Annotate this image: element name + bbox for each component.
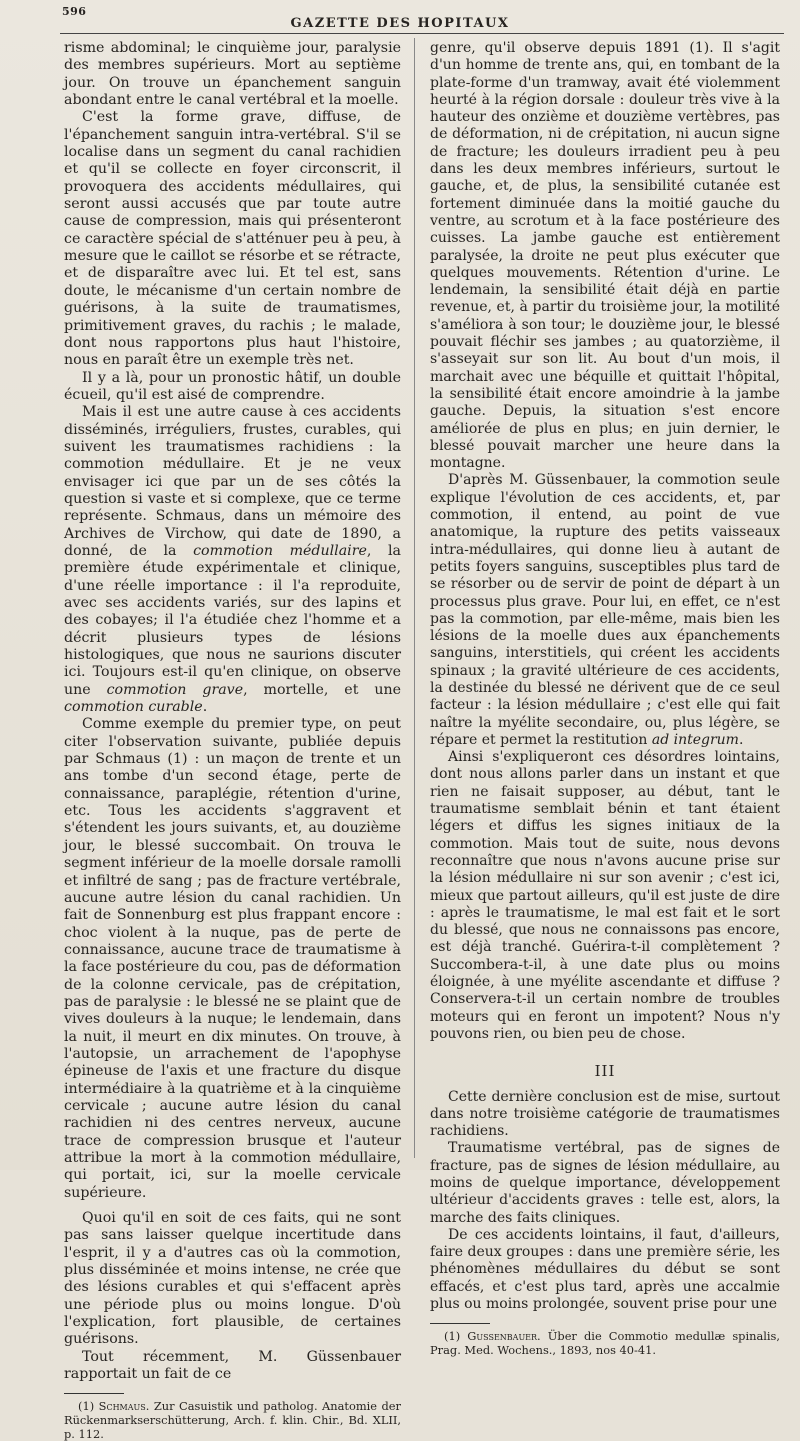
right-paragraph-6: De ces accidents lointains, il faut, d'ailleurs, faire deux groupes : dans une première série, les phénomènes médullaires du début se sont effacés, et c'est plus tard, après une accalmie plus ou moins prolongée, souvent prise pour une: [430, 1226, 780, 1313]
page-number: 596: [62, 5, 87, 18]
left-paragraph-4: [64, 404, 401, 716]
left-paragraph-7: Tout récemment, M. Güssenbauer rapportait un fait de ce: [64, 1348, 401, 1383]
footnote-rule: [64, 1393, 124, 1394]
text-run: , la première étude expérimentale et clinique, d'une réelle importance : il l'a reproduite, avec ses accidents variés, sur des lapins et des cobayes; il l'a étudiée chez l'homme et a décrit plusieurs types de lésions histologiques, que nous ne saurions discuter ici. Toujours est-il qu'en clinique, on observe une: [64, 542, 402, 698]
emphasis-commotion-curable: commotion curable: [64, 699, 203, 716]
running-title: GAZETTE DES HOPITAUX: [290, 16, 510, 31]
footnote-rule: [430, 1323, 490, 1324]
footnote-author: Gussenbauer.: [467, 1329, 541, 1344]
left-paragraph-2: C'est la forme grave, diffuse, de l'épanchement sanguin intra-vertébral. S'il se localise dans un segment du canal rachidien et qu'il se collecte en foyer circonscrit, il provoquera des accidents médullaires, qui seront aussi accusés que par toute autre cause de compression, mais qui présenteront ce caractère spécial de s'atténuer peu à peu, à mesure que le caillot se résorbe et se rétracte, et de disparaître avec lui. Et tel est, sans doute, le mécanisme d'un certain nombre de guérisons, à la suite de traumatismes, primitivement graves, du rachis ; le malade, dont nous rapportons plus haut l'histoire, nous en paraît être un exemple très net.: [64, 109, 401, 369]
text-run: , mortelle, et une: [243, 681, 401, 698]
footnote-text: Über die Commotio medullæ spinalis, Prag. Med. Wochens., 1893, nos 40-41.: [430, 1329, 781, 1357]
emphasis-ad-integrum: ad integrum: [651, 731, 739, 748]
left-footnote: [64, 1400, 401, 1441]
right-column: [430, 40, 781, 1357]
header-rule: [60, 33, 784, 34]
left-paragraph-6: Quoi qu'il en soit de ces faits, qui ne sont pas sans laisser quelque incertitude dans l'esprit, il y a d'autres cas où la commotion, plus disséminée et moins intense, ne crée que des lésions curables et qui s'effacent après une période plus ou moins longue. D'où l'explication, fort plausible, de certaines guérisons.: [64, 1210, 401, 1348]
left-paragraph-5: Comme exemple du premier type, on peut citer l'observation suivante, publiée depuis par Schmaus (1) : un maçon de trente et un ans tombe d'un second étage, perte de connaissance, paraplégie, rétention d'urine, etc. Tous les accidents s'aggravent et s'étendent les jours suivants, et, au douzième jour, le blessé succombait. On trouva le segment inférieur de la moelle dorsale ramolli et infiltré de sang ; pas de fracture vertébrale, aucune autre lésion du canal rachidien. Un fait de Sonnenburg est plus frappant encore : choc violent à la nuque, pas de perte de connaissance, aucune trace de traumatisme à la face postérieure du cou, pas de déformation de la colonne cervicale, pas de crépitation, pas de paralysie : le blessé ne se plaint que de vives douleurs à la nuque; le lendemain, dans la nuit, il meurt en dix minutes. On trouve, à l'autopsie, un arrachement de l'apophyse épineuse de l'axis et une fracture du disque intermédiaire à la quatrième et à la cinquième cervicale ; aucune autre lésion du canal rachidien ni des centres nerveux, aucune trace de compression brusque et l'auteur attribue la mort à la commotion médullaire, qui portait, ici, sur la moelle cervicale supérieure.: [64, 716, 401, 1201]
right-paragraph-5: Traumatisme vertébral, pas de signes de fracture, pas de signes de lésion médullaire, au moins de quelque importance, développement ultérieur d'accidents graves : telle est, alors, la marche des faits cliniques.: [430, 1140, 780, 1226]
text-run: .: [738, 731, 744, 748]
column-divider: [414, 38, 415, 1158]
text-run: .: [202, 699, 208, 716]
right-footnote: [430, 1330, 780, 1357]
footnote-author: Schmaus.: [98, 1399, 150, 1414]
emphasis-commotion-grave: commotion grave: [106, 681, 244, 698]
footnote-marker: (1): [78, 1399, 95, 1414]
right-paragraph-1: genre, qu'il observe depuis 1891 (1). Il s'agit d'un homme de trente ans, qui, en tombant de la plate-forme d'un tramway, avait été violemment heurté à la région dorsale : douleur très vive à la hauteur des onzième et douzième vertèbres, pas de déformation, ni de crépitation, ni aucun signe de fracture; les douleurs irradient peu à peu dans les deux membres inférieurs, surtout le gauche, et, de plus, la sensibilité cutanée est fortement diminuée dans la moitié gauche du ventre, au scrotum et à la face postérieure des cuisses. La jambe gauche est entièrement paralysée, la droite ne peut plus exécuter que quelques mouvements. Rétention d'urine. Le lendemain, la sensibilité était déjà en partie revenue, et, à partir du troisième jour, la motilité s'améliora à son tour; le douzième jour, le blessé pouvait fléchir ses jambes ; au quatorzième, il s'asseyait sur son lit. Au bout d'un mois, il marchait avec une béquille et quittait l'hôpital, la sensibilité était encore amoindrie à la jambe gauche. Depuis, la situation s'est encore améliorée de plus en plus; en juin dernier, le blessé pouvait marcher une heure dans la montagne.: [430, 40, 780, 472]
left-paragraph-3: Il y a là, pour un pronostic hâtif, un double écueil, qu'il est aisé de comprendre.: [64, 369, 401, 403]
footnote-text: Zur Casuistik und patholog. Anatomie der Rückenmarkserschütterung, Arch. f. klin. Chir., Bd. XLII, p. 112.: [64, 1399, 401, 1441]
right-paragraph-4: Cette dernière conclusion est de mise, surtout dans notre troisième catégorie de traumatismes rachidiens.: [430, 1088, 780, 1140]
left-paragraph-1: risme abdominal; le cinquième jour, paralysie des membres supérieurs. Mort au septième jour. On trouve un épanchement sanguin abondant entre le canal vertébral et la moelle.: [64, 40, 401, 109]
left-column: [64, 40, 402, 1441]
text-run: D'après M. Güssenbauer, la commotion seule explique l'évolution de ces accidents, et, par commotion, il entend, au point de vue anatomique, la rupture des petits vaisseaux intra-médullaires, qui donne lieu à autant de petits foyers sanguins, susceptibles plus tard de se résorber ou de servir de point de départ à un processus plus grave. Pour lui, en effet, ce n'est pas la commotion, par elle-même, mais bien les lésions de la moelle dues aux épanchements sanguins, interstitiels, qui créent les accidents spinaux ; la gravité ultérieure de ces accidents, la destinée du blessé ne dérivent que de ce seul facteur : la lésion médullaire ; c'est elle qui fait naître la myélite secondaire, ou, plus légère, se répare et permet la restitution: [430, 472, 780, 748]
right-paragraph-3: Ainsi s'expliqueront ces désordres lointains, dont nous allons parler dans un instant et que rien ne faisait supposer, au début, tant le traumatisme semblait bénin et tant étaient légers et diffus les signes initiaux de la commotion. Mais tout de suite, nous devons reconnaître que nous n'avons aucune prise sur la lésion médullaire ni sur son avenir ; c'est ici, mieux que partout ailleurs, qu'il est juste de dire : après le traumatisme, le mal est fait et le sort du blessé, que nous ne connaissons pas encore, est déjà tranché. Guérira-t-il complètement ? Succombera-t-il, à une date plus ou moins éloignée, à une myélite ascendante et diffuse ? Conservera-t-il un certain nombre de troubles moteurs qui en feront un impotent? Nous n'y pouvons rien, ou bien peu de chose.: [430, 749, 780, 1042]
section-heading: III: [594, 1062, 616, 1081]
footnote-marker: (1): [444, 1329, 461, 1344]
text-run: Mais il est une autre cause à ces accidents disséminés, irréguliers, frustes, curables, qui suivent les traumatismes rachidiens : la commotion médullaire. Et je ne veux envisager ici que par un de ses côtés la question si vaste et si complexe, que ce terme représente. Schmaus, dans un mémoire des Archives de Virchow, qui date de 1890, a donné, de la: [64, 404, 401, 559]
emphasis-commotion-medullaire: commotion médullaire: [193, 542, 367, 559]
right-paragraph-2: [430, 472, 780, 749]
